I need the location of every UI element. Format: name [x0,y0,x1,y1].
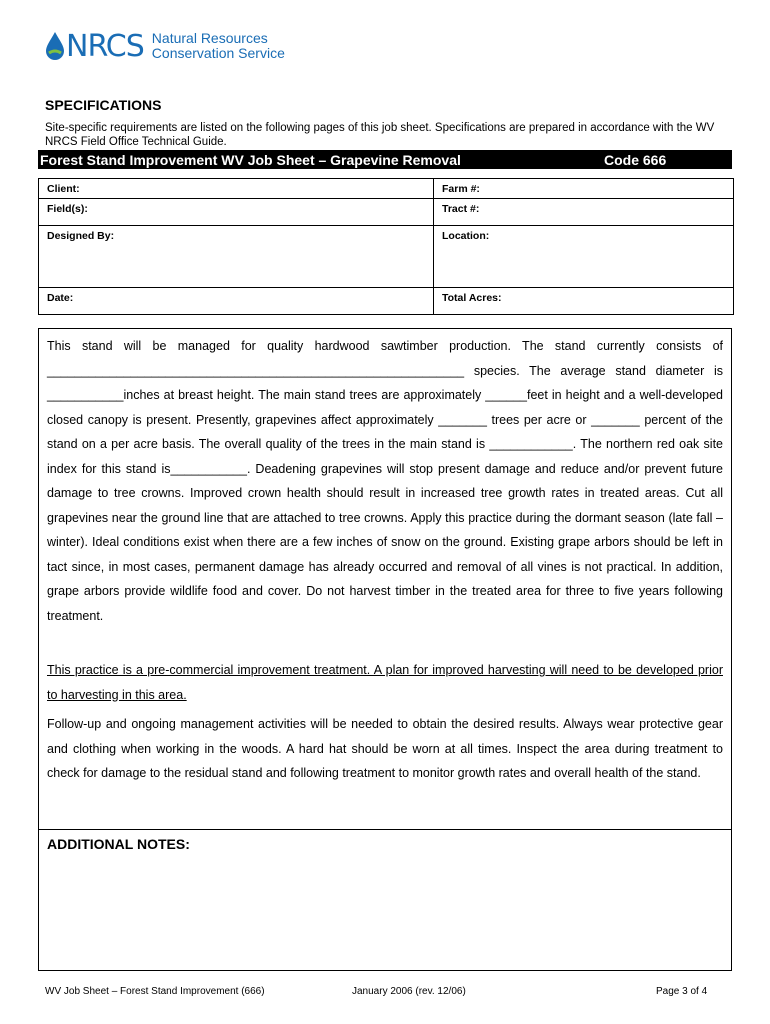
logo-line-2: Conservation Service [151,45,285,61]
footer-document-title: WV Job Sheet – Forest Stand Improvement (666) [45,986,265,997]
fields-field[interactable]: Field(s): [39,199,434,225]
info-row [39,226,733,288]
job-sheet-title: Forest Stand Improvement WV Job Sheet – Grapevine Removal [40,151,461,168]
site-info-table [38,178,734,315]
stand-narrative-box [38,328,732,830]
date-field[interactable]: Date: [39,288,434,314]
info-row [39,179,733,199]
logo-line-1: Natural Resources [151,30,268,46]
water-drop-icon [44,31,66,61]
footer-revision-date: January 2006 (rev. 12/06) [352,986,466,997]
tract-number-field[interactable]: Tract #: [442,203,480,215]
client-field[interactable]: Client: [39,179,434,198]
info-row [39,288,733,314]
additional-notes-heading: ADDITIONAL NOTES: [47,836,190,852]
logo-agency-name [152,31,285,61]
logo-acronym: NRCS [66,28,144,64]
specifications-heading: SPECIFICATIONS [45,97,162,113]
footer-page-number: Page 3 of 4 [656,986,708,997]
narrative-paragraph-1: This stand will be managed for quality hardwood sawtimber production. The stand currently consists of ____________________________________________________________ species. The average stand diameter is ___________inches at breast height. The main stand trees are approximately ______feet in height and a well-developed closed canopy is present. Presently, grapevines affect approximately _______ trees per acre or _______ percent of the stand on a per acre basis. The overall quality of the trees in the main stand is ____________. The northern red oak site index for this stand is___________. Deadening grapevines will stop present damage and reduce and/or prevent future damage to tree crowns. Improved crown health should result in increased tree growth rates in treated areas. Cut all grapevines near the ground line that are attached to tree crowns. Apply this practice during the dormant season (late fall – winter). Ideal conditions exist when there are a few inches of snow on the ground. Existing grape arbors should be left in tact since, in most cases, permanent damage has already occurred and removal of all vines is not practical. In addition, grape arbors provide wildlife food and cover. Do not harvest timber in the treated area for three to five years following treatment. [47,339,723,623]
designed-by-field[interactable]: Designed By: [39,226,434,287]
location-field[interactable]: Location: [442,230,490,242]
nrcs-logo [44,26,285,66]
job-sheet-title-bar [38,150,732,169]
info-row [39,199,733,226]
narrative-paragraph-2: This practice is a pre-commercial improvement treatment. A plan for improved harvesting will need to be developed prior to harvesting in this area. [47,663,723,702]
narrative-paragraph-3: Follow-up and ongoing management activities will be needed to obtain the desired results. Always wear protective gear and clothing when working in the woods. A hard hat should be worn at all times. Inspect the area during treatment to check for damage to the residual stand and following treatment to monitor growth rates and overall health of the stand. [47,717,723,780]
farm-number-field[interactable]: Farm #: [442,183,480,195]
additional-notes-box[interactable] [38,829,732,971]
specifications-text: Site-specific requirements are listed on the following pages of this job sheet. Specifications are prepared in accordance with the WV NRCS Field Office Technical Guide. [45,122,715,148]
practice-code: Code 666 [604,151,667,168]
total-acres-field[interactable]: Total Acres: [442,292,502,304]
